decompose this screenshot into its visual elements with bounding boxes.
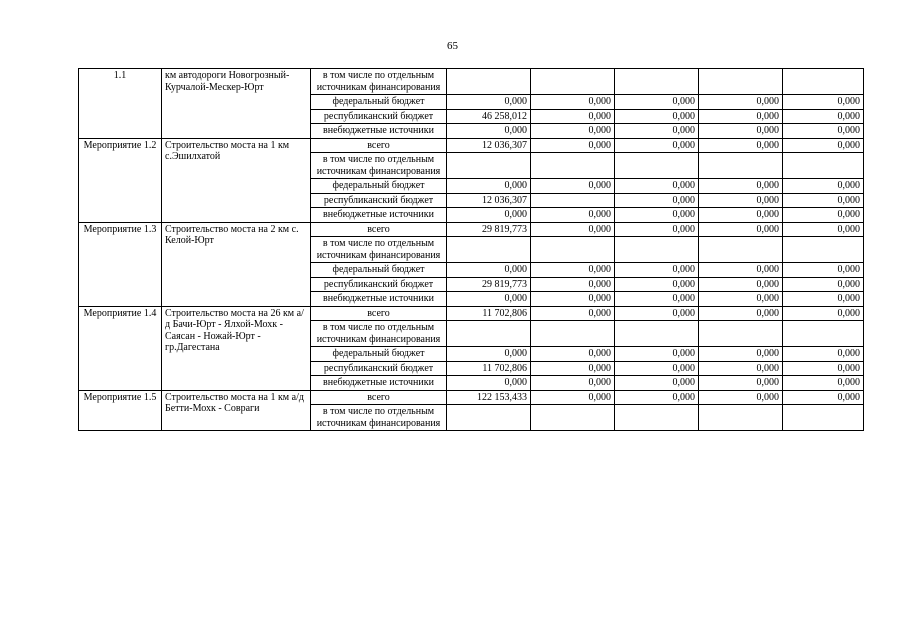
- amount-cell: 0,000: [447, 179, 531, 194]
- amount-cell: 0,000: [699, 208, 783, 223]
- amount-cell: 0,000: [447, 263, 531, 278]
- funding-source: всего: [311, 306, 447, 321]
- amount-cell: [615, 321, 699, 347]
- amount-cell: 0,000: [699, 193, 783, 208]
- amount-cell: [615, 153, 699, 179]
- funding-source: федеральный бюджет: [311, 263, 447, 278]
- amount-cell: 0,000: [783, 390, 864, 405]
- amount-cell: [447, 405, 531, 431]
- activity-name: Строительство моста на 26 км а/д Бачи-Юрт - Ялхой-Мохк - Саясан - Ножай-Юрт - гр.Дагестана: [162, 306, 311, 390]
- amount-cell: [447, 69, 531, 95]
- amount-cell: 0,000: [783, 124, 864, 139]
- amount-cell: 0,000: [531, 263, 615, 278]
- amount-cell: 0,000: [615, 277, 699, 292]
- amount-cell: 0,000: [531, 179, 615, 194]
- amount-cell: 0,000: [447, 208, 531, 223]
- amount-cell: 0,000: [699, 361, 783, 376]
- funding-source: внебюджетные источники: [311, 376, 447, 391]
- funding-source: внебюджетные источники: [311, 208, 447, 223]
- amount-cell: 0,000: [447, 95, 531, 110]
- amount-cell: [615, 405, 699, 431]
- amount-cell: 0,000: [531, 277, 615, 292]
- funding-source: республиканский бюджет: [311, 277, 447, 292]
- amount-cell: [783, 153, 864, 179]
- table-row: [79, 138, 864, 153]
- funding-source: всего: [311, 390, 447, 405]
- amount-cell: 0,000: [447, 376, 531, 391]
- amount-cell: 11 702,806: [447, 361, 531, 376]
- amount-cell: 0,000: [615, 347, 699, 362]
- amount-cell: 0,000: [615, 124, 699, 139]
- amount-cell: [783, 321, 864, 347]
- amount-cell: [531, 69, 615, 95]
- activity-code: Мероприятие 1.4: [79, 306, 162, 390]
- amount-cell: 0,000: [531, 361, 615, 376]
- funding-source: внебюджетные источники: [311, 292, 447, 307]
- amount-cell: 0,000: [531, 124, 615, 139]
- amount-cell: [783, 405, 864, 431]
- funding-source: в том числе по отдельным источникам финансирования: [311, 237, 447, 263]
- amount-cell: [531, 153, 615, 179]
- amount-cell: 0,000: [447, 292, 531, 307]
- amount-cell: 0,000: [615, 208, 699, 223]
- amount-cell: 0,000: [783, 95, 864, 110]
- activity-name: Строительство моста на 2 км с. Келой-Юрт: [162, 222, 311, 306]
- amount-cell: 0,000: [531, 222, 615, 237]
- amount-cell: 0,000: [615, 376, 699, 391]
- table-row: [79, 222, 864, 237]
- amount-cell: 0,000: [531, 208, 615, 223]
- amount-cell: 0,000: [699, 376, 783, 391]
- amount-cell: [447, 153, 531, 179]
- amount-cell: [615, 237, 699, 263]
- amount-cell: 0,000: [699, 138, 783, 153]
- funding-source: федеральный бюджет: [311, 179, 447, 194]
- amount-cell: 0,000: [447, 347, 531, 362]
- amount-cell: 0,000: [447, 124, 531, 139]
- activity-code: 1.1: [79, 69, 162, 139]
- amount-cell: 0,000: [783, 138, 864, 153]
- funding-source: в том числе по отдельным источникам финансирования: [311, 69, 447, 95]
- amount-cell: [531, 237, 615, 263]
- amount-cell: 0,000: [699, 222, 783, 237]
- amount-cell: 0,000: [615, 222, 699, 237]
- amount-cell: 0,000: [531, 390, 615, 405]
- amount-cell: 0,000: [699, 179, 783, 194]
- amount-cell: 0,000: [615, 179, 699, 194]
- amount-cell: 0,000: [699, 347, 783, 362]
- amount-cell: 0,000: [783, 376, 864, 391]
- amount-cell: [531, 193, 615, 208]
- activity-code: Мероприятие 1.2: [79, 138, 162, 222]
- funding-source: республиканский бюджет: [311, 193, 447, 208]
- funding-source: федеральный бюджет: [311, 347, 447, 362]
- funding-source: в том числе по отдельным источникам финансирования: [311, 321, 447, 347]
- amount-cell: 0,000: [699, 306, 783, 321]
- amount-cell: 0,000: [699, 263, 783, 278]
- budget-table: [78, 68, 864, 431]
- amount-cell: 0,000: [783, 263, 864, 278]
- amount-cell: 0,000: [699, 124, 783, 139]
- amount-cell: 0,000: [699, 277, 783, 292]
- activity-code: Мероприятие 1.5: [79, 390, 162, 431]
- funding-source: внебюджетные источники: [311, 124, 447, 139]
- table-row: [79, 69, 864, 95]
- amount-cell: 0,000: [783, 179, 864, 194]
- amount-cell: 0,000: [531, 306, 615, 321]
- amount-cell: 29 819,773: [447, 277, 531, 292]
- amount-cell: [531, 405, 615, 431]
- amount-cell: 0,000: [783, 361, 864, 376]
- amount-cell: 29 819,773: [447, 222, 531, 237]
- funding-source: республиканский бюджет: [311, 109, 447, 124]
- amount-cell: 0,000: [531, 109, 615, 124]
- amount-cell: 0,000: [783, 306, 864, 321]
- table-row: [79, 390, 864, 405]
- amount-cell: [615, 69, 699, 95]
- amount-cell: [783, 237, 864, 263]
- amount-cell: 0,000: [615, 306, 699, 321]
- amount-cell: [699, 69, 783, 95]
- amount-cell: [699, 237, 783, 263]
- amount-cell: 0,000: [531, 292, 615, 307]
- amount-cell: 122 153,433: [447, 390, 531, 405]
- amount-cell: 0,000: [615, 263, 699, 278]
- amount-cell: 0,000: [531, 347, 615, 362]
- amount-cell: 0,000: [615, 361, 699, 376]
- amount-cell: 0,000: [783, 193, 864, 208]
- amount-cell: 0,000: [699, 95, 783, 110]
- amount-cell: 0,000: [615, 95, 699, 110]
- amount-cell: 0,000: [615, 138, 699, 153]
- amount-cell: [531, 321, 615, 347]
- amount-cell: 12 036,307: [447, 193, 531, 208]
- amount-cell: 0,000: [699, 292, 783, 307]
- amount-cell: 0,000: [615, 193, 699, 208]
- amount-cell: 0,000: [615, 109, 699, 124]
- amount-cell: [699, 405, 783, 431]
- activity-name: Строительство моста на 1 км а/д Бетти-Мохк - Совраги: [162, 390, 311, 431]
- amount-cell: [783, 69, 864, 95]
- amount-cell: 0,000: [531, 95, 615, 110]
- funding-source: в том числе по отдельным источникам финансирования: [311, 153, 447, 179]
- funding-source: в том числе по отдельным источникам финансирования: [311, 405, 447, 431]
- amount-cell: 0,000: [783, 277, 864, 292]
- activity-code: Мероприятие 1.3: [79, 222, 162, 306]
- amount-cell: [699, 153, 783, 179]
- amount-cell: 0,000: [783, 292, 864, 307]
- amount-cell: 11 702,806: [447, 306, 531, 321]
- amount-cell: [447, 237, 531, 263]
- activity-name: км автодороги Новогрозный-Курчалой-Мескер-Юрт: [162, 69, 311, 139]
- amount-cell: 0,000: [531, 138, 615, 153]
- amount-cell: 0,000: [699, 390, 783, 405]
- page-number: 65: [447, 40, 458, 52]
- amount-cell: [447, 321, 531, 347]
- amount-cell: 12 036,307: [447, 138, 531, 153]
- amount-cell: 0,000: [615, 390, 699, 405]
- funding-source: всего: [311, 138, 447, 153]
- amount-cell: [699, 321, 783, 347]
- table-row: [79, 306, 864, 321]
- amount-cell: 0,000: [783, 109, 864, 124]
- amount-cell: 46 258,012: [447, 109, 531, 124]
- amount-cell: 0,000: [699, 109, 783, 124]
- amount-cell: 0,000: [783, 222, 864, 237]
- amount-cell: 0,000: [783, 208, 864, 223]
- activity-name: Строительство моста на 1 км с.Эшилхатой: [162, 138, 311, 222]
- funding-source: всего: [311, 222, 447, 237]
- funding-source: республиканский бюджет: [311, 361, 447, 376]
- amount-cell: 0,000: [783, 347, 864, 362]
- amount-cell: 0,000: [531, 376, 615, 391]
- funding-source: федеральный бюджет: [311, 95, 447, 110]
- amount-cell: 0,000: [615, 292, 699, 307]
